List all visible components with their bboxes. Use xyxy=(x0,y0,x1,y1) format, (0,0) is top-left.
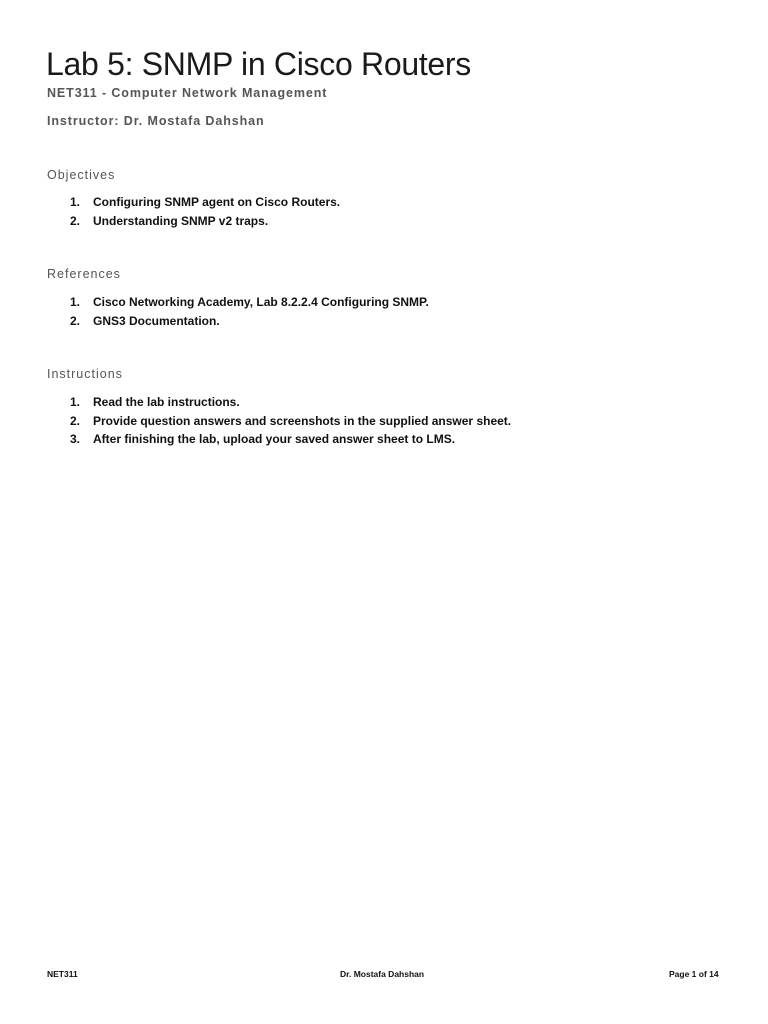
page-title: Lab 5: SNMP in Cisco Routers xyxy=(46,46,471,82)
list-item-text: Read the lab instructions. xyxy=(93,395,240,409)
list-item-text: Provide question answers and screenshots in the supplied answer sheet. xyxy=(93,413,512,428)
objectives-heading: Objectives xyxy=(47,168,116,182)
list-item-text: GNS3 Documentation. xyxy=(93,313,220,328)
list-item-number: 3. xyxy=(70,432,81,446)
footer-course-code: NET311 xyxy=(47,969,78,979)
course-subtitle: NET311 - Computer Network Management xyxy=(47,86,328,100)
list-item-text: Understanding SNMP v2 traps. xyxy=(93,213,269,228)
footer-page-number: Page 1 of 14 xyxy=(669,969,719,979)
list-item-text: Cisco Networking Academy, Lab 8.2.2.4 Configuring SNMP. xyxy=(93,295,429,309)
list-item-text: Configuring SNMP agent on Cisco Routers. xyxy=(93,195,341,209)
list-item-number: 2. xyxy=(70,413,81,428)
list-item-number: 2. xyxy=(70,213,81,228)
list-item-number: 1. xyxy=(70,295,81,309)
references-heading: References xyxy=(47,267,121,281)
instructions-heading: Instructions xyxy=(47,367,123,381)
list-item-text: After finishing the lab, upload your saved answer sheet to LMS. xyxy=(93,432,456,446)
footer-author: Dr. Mostafa Dahshan xyxy=(340,969,425,979)
instructor-line: Instructor: Dr. Mostafa Dahshan xyxy=(47,114,265,128)
list-item-number: 2. xyxy=(70,313,81,328)
list-item-number: 1. xyxy=(70,395,81,409)
list-item-number: 1. xyxy=(70,195,81,209)
